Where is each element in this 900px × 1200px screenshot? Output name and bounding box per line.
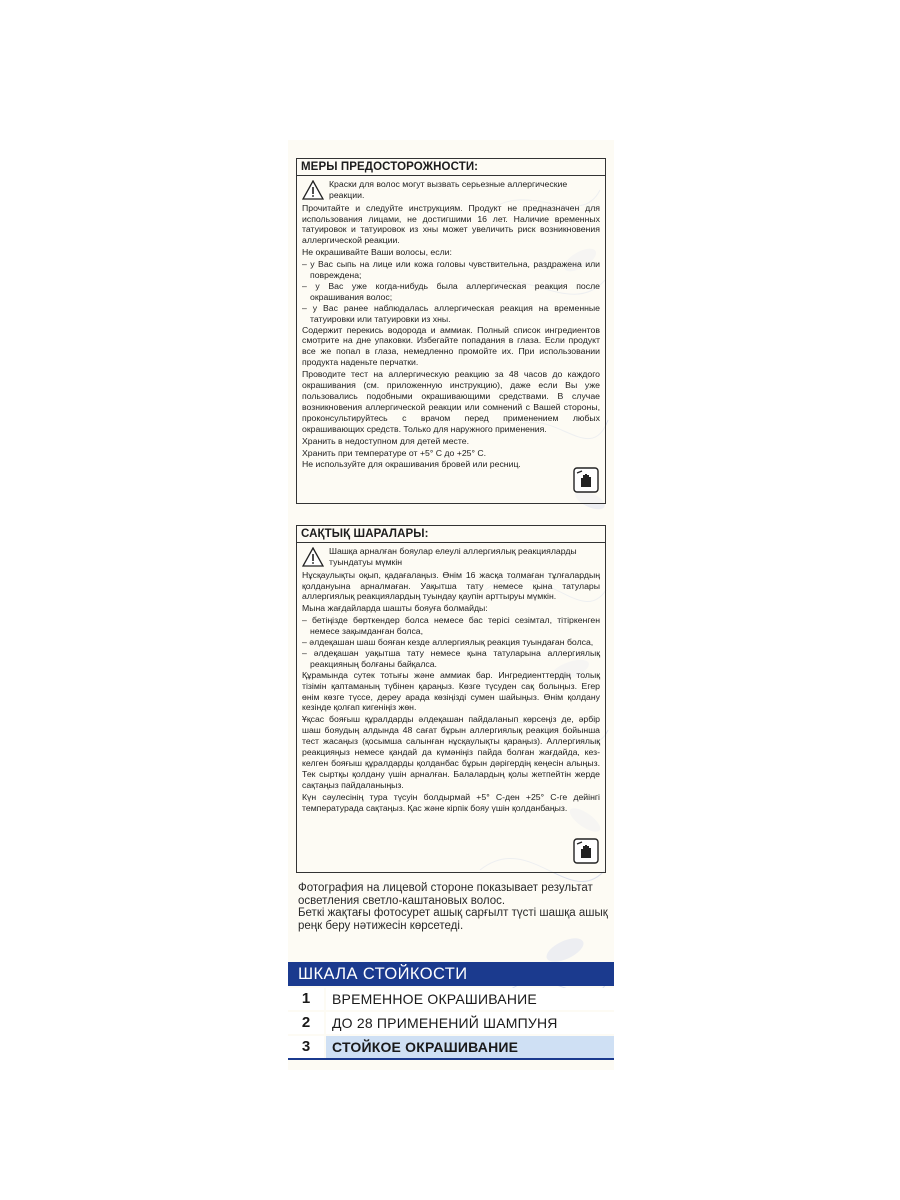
ingredients-paragraph: Құрамында сутек тотығы және аммиак бар. Ингредиенттердің толық тізімін қаптаманың түбінен қараңыз. Көзге түсуден сақ болыңыз. Егер өнім көзге түссе, дереу арада көзіңізді сумен шайыңыз. Өнім қолдану кезінде қолғап кигеніңіз жөн. [302,669,600,713]
photo-caption-kz: Беткі жақтағы фотосурет ашық сарғылт түсті шашқа ашық реңк беру нәтижесін көрсетеді. [298,907,608,932]
scale-row-1 [288,988,614,1010]
warning-triangle-icon [302,180,324,200]
list-item: – у Вас сыпь на лице или кожа головы чувствительна, раздражена или повреждена; [302,259,600,281]
scale-row-label: СТОЙКОЕ ОКРАШИВАНИЕ [326,1036,614,1058]
allergy-test-paragraph: Проводите тест на аллергическую реакцию за 48 часов до каждого окрашивания (см. приложенную инструкцию), даже если Вы уже пользовались подобными окрашивающими средствами. В случае возникновения аллергической реакции или сомнений с Вашей стороны, проконсультируйтесь с врачом перед применением любых окрашивающих средств. Только для наружного применения. [302,369,600,434]
brows-lashes-warning: Не используйте для окрашивания бровей или ресниц. [302,459,521,470]
scale-row-2 [288,1012,614,1034]
list-item: – у Вас уже когда-нибудь была аллергическая реакция после окрашивания волос; [302,280,600,302]
photo-caption [298,882,608,932]
allergy-warning-text: Шашқа арналған бояулар елеулі аллергиялық реакцияларды туындатуы мүмкін [329,546,577,567]
photo-caption-ru: Фотография на лицевой стороне показывает результат осветления светло-каштановых волос. [298,882,593,907]
precautions-body-ru [297,176,605,470]
precautions-title-kz: САҚТЫҚ ШАРАЛАРЫ: [297,526,605,543]
allergy-test-paragraph: Ұқсас бояғыш құралдарды әлдеқашан пайдаланып көрсеңіз де, әрбір шаш бояудың алдында 48 сағат бұрын аллергиялық реакция бойынша тест жасаңыз (қосымша салынған нұсқаулықты қараңыз). Аллергиялық реакцияңыз немесе қандай да күмәніңіз пайда болған жағдайда, кез-келген бояғыш құралдарды қолданбас бұрын дәрігердің кеңесін алыңыз. Тек сыртқы қолдану үшін арналған. Балалардың қолы жетпейтін жерде сақтаңыз пайдаланыңыз. [302,714,600,790]
list-item: – у Вас ранее наблюдалась аллергическая реакция на временные татуировки или татуировки из хны. [302,302,600,324]
precautions-box-ru [296,158,606,504]
storage-temperature-text: Күн сәулесінің тура түсуін болдырмай +5° С-ден +25° С-ге дейінгі температурада сақтаңыз. Қас және кірпік бояу үшін қолданбаңыз. [302,791,600,813]
durability-scale [288,962,614,1060]
keep-away-from-children-icon [573,467,599,493]
storage-temperature-text: Хранить при температуре от +5° С до +25° С. [302,447,487,458]
instructions-paragraph: Нұсқаулықты оқып, қадағалаңыз. Өнім 16 жасқа толмаған тұлғалардың қолдануына арналмаған. Уақытша тату немесе қына татулары аллергиялық реакциялардың туындау қаупін арттыруы мүмкін. [302,569,600,602]
scale-row-label: ДО 28 ПРИМЕНЕНИЙ ШАМПУНЯ [326,1012,614,1034]
scale-row-3 [288,1036,614,1058]
list-item: – бетіңізде бөрткендер болса немесе бас терісі сезімтал, тітіркенген немесе зақымданған болса, [302,615,600,637]
instructions-paragraph: Прочитайте и следуйте инструкциям. Продукт не предназначен для использования лицами, не достигшими 16 лет. Наличие временных татуировок и татуировок из хны может увеличить риск возникновения аллергической реакции. [302,202,600,246]
durability-scale-title: ШКАЛА СТОЙКОСТИ [288,962,614,986]
precautions-title-ru: МЕРЫ ПРЕДОСТОРОЖНОСТИ: [297,159,605,176]
precautions-box-kz [296,525,606,873]
do-not-color-intro: Мына жағдайларда шашты бояуға болмайды: [302,603,488,614]
warning-triangle-icon [302,547,324,567]
scale-row-number: 1 [288,988,324,1010]
keep-away-from-children-icon [573,838,599,864]
scale-row-number: 2 [288,1012,324,1034]
list-item: – әлдеқашан уақытша тату немесе қына татуларына аллергиялық реакцияның болғаны байқалса. [302,647,600,669]
scale-row-label: ВРЕМЕННОЕ ОКРАШИВАНИЕ [326,988,614,1010]
do-not-color-intro: Не окрашивайте Ваши волосы, если: [302,247,452,258]
list-item: – әлдеқашан шаш бояған кезде аллергиялық реакция туындаған болса, [302,637,594,648]
allergy-warning-ru [302,179,600,201]
scale-row-number: 3 [288,1036,324,1058]
precautions-body-kz [297,543,605,814]
allergy-warning-kz [302,546,600,568]
allergy-warning-text: Краски для волос могут вызвать серьезные аллергические реакции. [329,179,568,200]
ingredients-paragraph: Содержит перекись водорода и аммиак. Полный список ингредиентов смотрите на дне упаковки. Избегайте попадания в глаза. Если продукт все же попал в глаза, немедленно промойте их. При использовании продукта наденьте перчатки. [302,324,600,368]
scale-bottom-line [288,1058,614,1060]
storage-children-text: Хранить в недоступном для детей месте. [302,435,470,446]
